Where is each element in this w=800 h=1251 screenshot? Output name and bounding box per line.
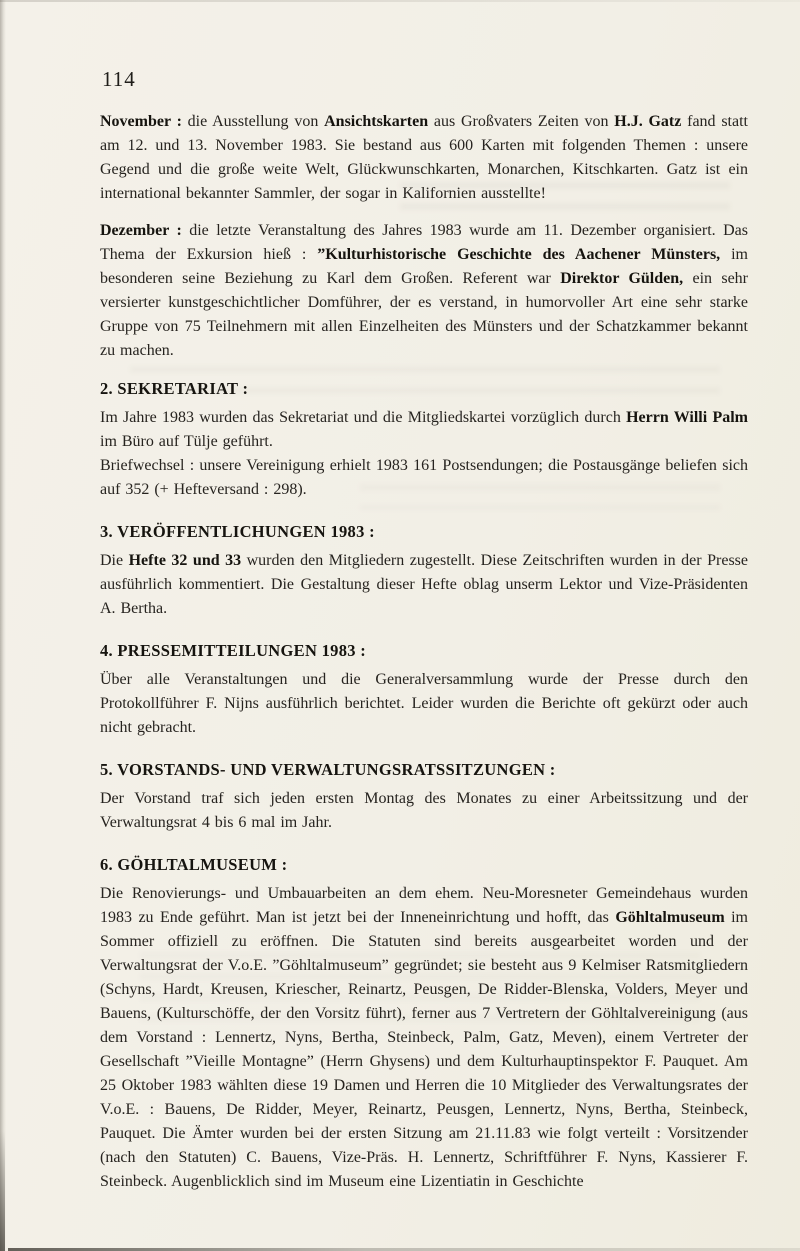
heading-pressemitteilungen: 4. PRESSEMITTEILUNGEN 1983 : (100, 641, 367, 660)
page-number: 114 (102, 67, 136, 91)
paragraph-sekretariat-line1: Im Jahre 1983 wurden das Sekretariat und die Mitgliedskartei vorzüglich durch Herrn Willi Palm im Büro auf Tülje geführt. (100, 409, 748, 450)
paragraph-november: November : die Ausstellung von Ansichtskarten aus Großvaters Zeiten von H.J. Gatz fand statt am 12. und 13. November 1983. Sie bestand aus 600 Karten mit folgenden Themen : unsere Gegend und die große weite Welt, Glückwunschkarten, Monarchen, Kitschkarten. Gatz ist ein international bekannter Sammler, der sogar in Kalifornien ausstellte! (100, 113, 748, 202)
heading-sekretariat: 2. SEKRETARIAT : (100, 379, 249, 398)
scan-edge-left-shadow (0, 1131, 5, 1251)
page-content (100, 66, 748, 1207)
heading-veroeffentlichungen: 3. VERÖFFENTLICHUNGEN 1983 : (100, 522, 375, 541)
scan-edge-top (0, 0, 800, 2)
paragraph-dezember: Dezember : die letzte Veranstaltung des Jahres 1983 wurde am 11. Dezember organisiert. Das Thema der Exkursion hieß : ”Kulturhistorische Geschichte des Aachener Münsters, im besonderen seine Beziehung zu Karl dem Großen. Referent war Direktor Gülden, ein sehr versierter kunstgeschichtlicher Domführer, der es verstand, in humorvoller Art eine sehr starke Gruppe von 75 Teilnehmern mit allen Einzelheiten des Münsters und der Schatzkammer bekannt zu machen. (100, 222, 749, 359)
paragraph-sekretariat-line2: Briefwechsel : unsere Vereinigung erhielt 1983 161 Postsendungen; die Postausgänge beliefen sich auf 352 (+ Hefteversand : 298). (100, 457, 748, 498)
paragraph-pressemitteilungen: Über alle Veranstaltungen und die Generalversammlung wurde der Presse durch den Protokollführer F. Nijns ausführlich berichtet. Leider wurden die Berichte oft gekürzt oder auch nicht gebracht. (100, 671, 748, 736)
paragraph-veroeffentlichungen: Die Hefte 32 und 33 wurden den Mitgliedern zugestellt. Diese Zeitschriften wurden in der Presse ausführlich kommentiert. Die Gestaltung dieser Hefte oblag unserm Lektor und Vize-Präsidenten A. Bertha. (100, 552, 749, 617)
scan-edge-left (0, 0, 6, 1251)
paragraph-goehltalmuseum: Die Renovierungs- und Umbauarbeiten an dem ehem. Neu-Moresneter Gemeindehaus wurden 1983 zu Ende geführt. Man ist jetzt bei der Inneneinrichtung und hofft, das Göhltalmuseum im Sommer offiziell zu eröffnen. Die Statuten sind bereits ausgearbeitet worden und der Verwaltungsrat der V.o.E. ”Göhltalmuseum” gegründet; sie besteht aus 9 Kelmiser Ratsmitgliedern (Schyns, Hardt, Kreusen, Kriescher, Reinartz, Peusgen, De Ridder-Blenska, Volders, Meyer und Bauens, (Kulturschöffe, der den Vorsitz führt), ferner aus 7 Vertretern der Göhltalvereinigung (aus dem Vorstand : Lennertz, Nyns, Bertha, Steinbeck, Palm, Gatz, Meven), einem Vertreter der Gesellschaft ”Vieille Montagne” (Herrn Ghysens) und dem Kulturhauptinspektor F. Pauquet. Am 25 Oktober 1983 wählten diese 19 Damen und Herren die 10 Mitglieder des Verwaltungsrates der V.o.E. : Bauens, De Ridder, Meyer, Reinartz, Peusgen, Lennertz, Nyns, Bertha, Steinbeck, Pauquet. Die Ämter wurden bei der ersten Sitzung am 21.11.83 wie folgt verteilt : Vorsitzender (nach den Statuten) C. Bauens, Vize-Präs. H. Lennertz, Schriftführer F. Nyns, Kassierer F. Steinbeck. Augenblicklich sind im Museum eine Lizentiatin in Geschichte (100, 885, 748, 1190)
heading-goehltalmuseum: 6. GÖHLTALMUSEUM : (100, 855, 288, 874)
heading-vorstand: 5. VORSTANDS- UND VERWALTUNGSRATSSITZUNGEN : (100, 760, 556, 779)
paragraph-vorstand: Der Vorstand traf sich jeden ersten Montag des Monates zu einer Arbeitssitzung und der Verwaltungsrat 4 bis 6 mal im Jahr. (100, 790, 748, 831)
